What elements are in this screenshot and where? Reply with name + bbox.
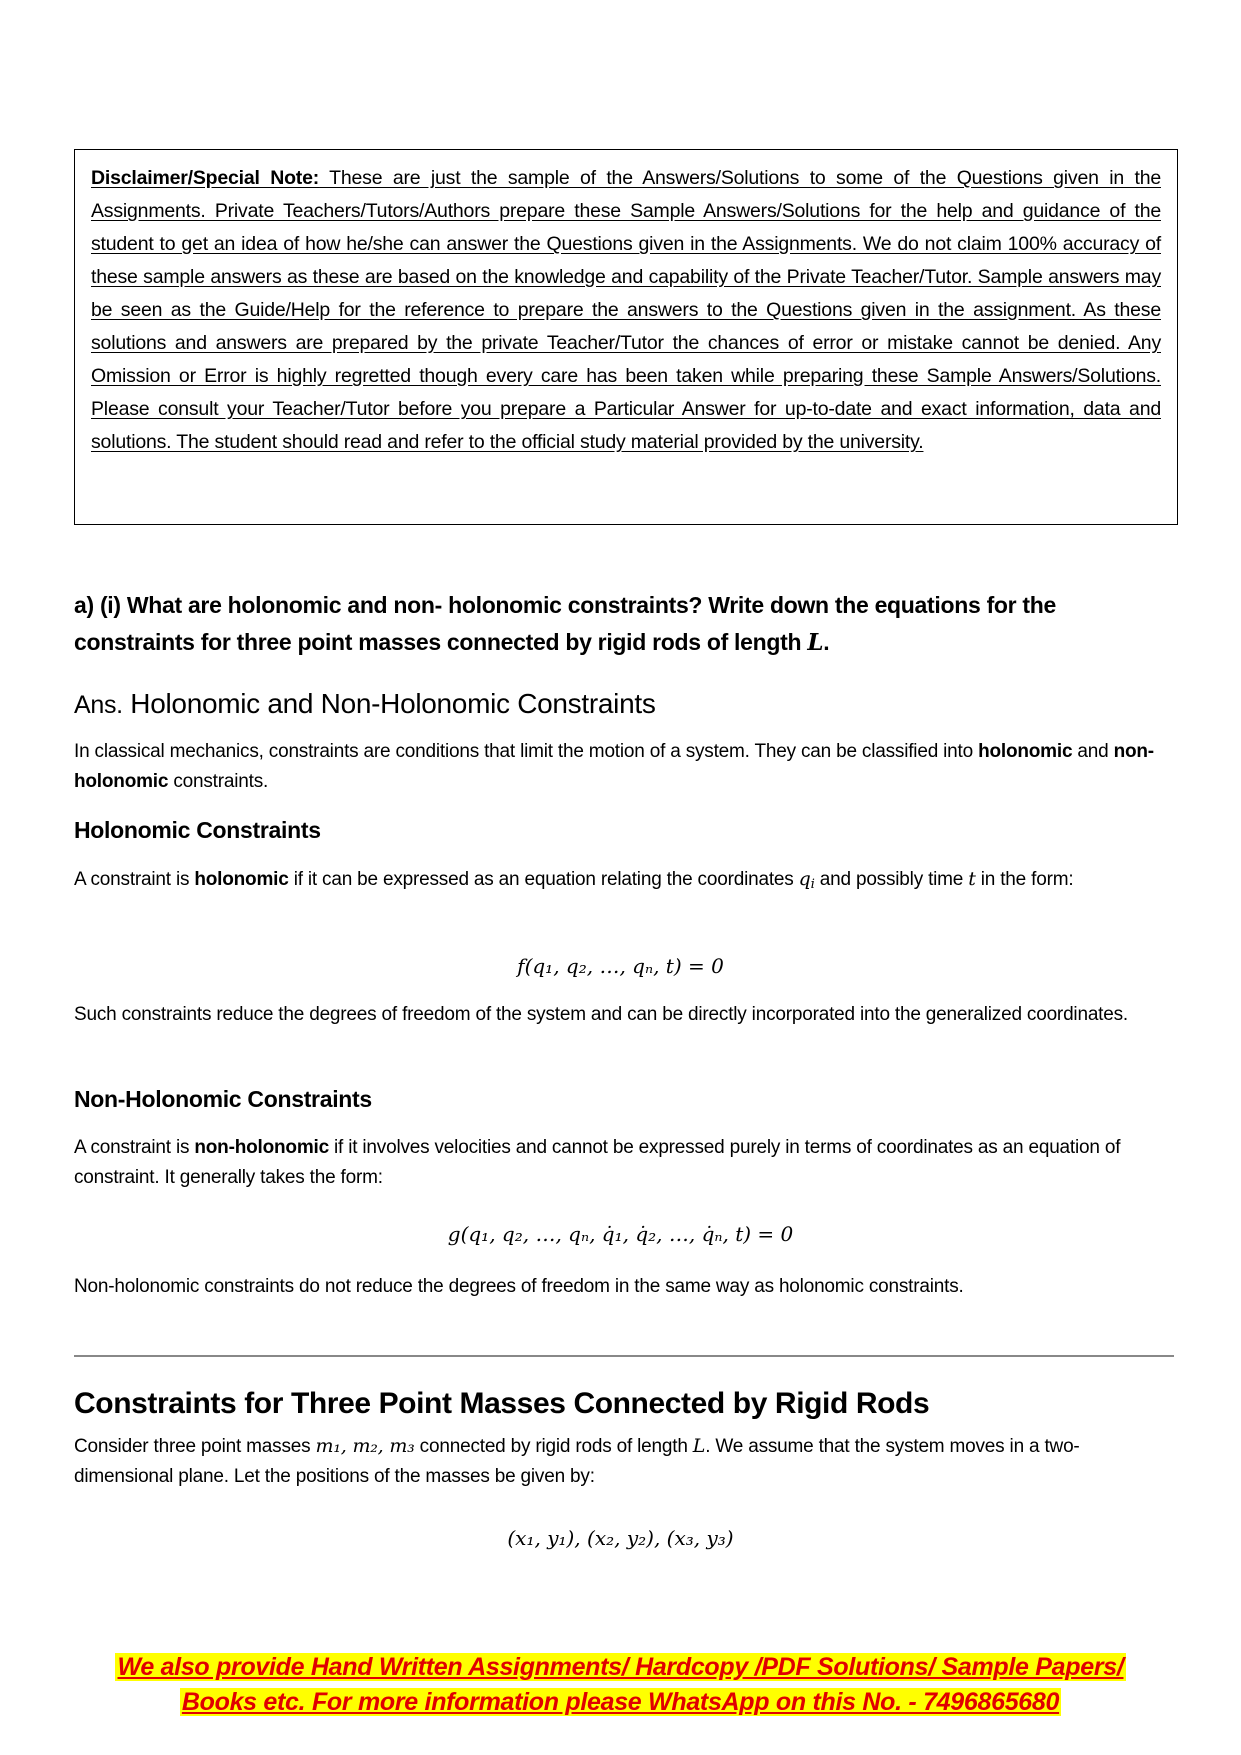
holonomic-bold: holonomic (194, 869, 289, 890)
nonholonomic-bold: non-holonomic (194, 1137, 329, 1158)
question-text: a) (i) What are holonomic and non- holonomic constraints? Write down the equations for the constraints for three point masses connected by rigid rods of length (74, 592, 1057, 655)
holonomic-text-1: A constraint is (74, 869, 195, 890)
nonholonomic-definition (74, 1133, 1174, 1193)
disclaimer-text (91, 162, 1161, 459)
three-masses-text-2: connected by rigid rods of length (414, 1436, 693, 1457)
holonomic-text-3: and possibly time (814, 869, 969, 890)
intro-paragraph (74, 737, 1174, 797)
holonomic-text-2: if it can be expressed as an equation relating the coordinates (288, 869, 799, 890)
var-q-i (799, 868, 815, 890)
question-end: . (823, 629, 830, 655)
holonomic-text-4: in the form: (975, 869, 1074, 890)
var-L: L (692, 1435, 706, 1457)
holonomic-definition (74, 864, 1174, 895)
three-masses-text-3: . We assume that the system moves in a two-dimensional plane. Let the positions of the masses be given by: (74, 1436, 1080, 1487)
answer-prefix: Ans. (74, 691, 123, 719)
var-t: t (968, 868, 976, 890)
intro-text-1: In classical mechanics, constraints are conditions that limit the motion of a system. They can be classified into (74, 741, 979, 762)
three-masses-text-1: Consider three point masses (74, 1436, 316, 1457)
sub-i: i (810, 877, 815, 892)
nonholonomic-equation (0, 1219, 1241, 1249)
disclaimer-label: Disclaimer/Special Note: (91, 167, 320, 189)
positions-equation (0, 1523, 1241, 1553)
positions-equation-text: (x₁, y₁), (x₂, y₂), (x₃, y₃) (507, 1526, 734, 1550)
question-symbol-L: L (807, 629, 824, 656)
disclaimer-box (74, 149, 1178, 525)
question-heading (74, 587, 1174, 661)
intro-text-3: constraints. (168, 771, 269, 792)
answer-title-text: Holonomic and Non-Holonomic Constraints (122, 688, 656, 719)
disclaimer-body: These are just the sample of the Answers/Solutions to some of the Questions given in the Assignments. Private Teachers/Tutors/Authors prepare these Sample Answers/Solutions for the help and guidance of the student to get an idea of how he/she can answer the Questions given in the Assignments. We do not claim 100% accuracy of these sample answers as these are based on the knowledge and capability of the Private Teacher/Tutor. Sample answers may be seen as the Guide/Help for the reference to prepare the answers to the Questions given in the assignment. As these solutions and answers are prepared by the private Teacher/Tutor the chances of error or mistake cannot be denied. Any Omission or Error is highly regretted though every care has been taken while preparing these Sample Answers/Solutions. Please consult your Teacher/Tutor before you prepare a Particular Answer for up-to-date and exact information, data and solutions. The student should read and refer to the official study material provided by the university. (91, 167, 1161, 453)
answer-title (74, 686, 656, 723)
holonomic-equation (0, 951, 1241, 981)
nonholonomic-equation-text: g(q₁, q₂, …, qₙ, q̇₁, q̇₂, …, q̇ₙ, t) = 0 (447, 1222, 794, 1246)
holonomic-after: Such constraints reduce the degrees of freedom of the system and can be directly incorporated into the generalized coordinates. (74, 1004, 1129, 1025)
intro-bold-nonholonomic: non-holonomic (74, 741, 1154, 792)
holonomic-heading: Holonomic Constraints (74, 817, 321, 843)
intro-bold-holonomic: holonomic (978, 741, 1073, 762)
nonholonomic-heading: Non-Holonomic Constraints (74, 1086, 372, 1112)
var-q: q (798, 868, 811, 890)
intro-text-2: and (1072, 741, 1114, 762)
nonholonomic-text-2: if it involves velocities and cannot be expressed purely in terms of coordinates as an equation of constraint. It generally takes the form: (74, 1137, 1121, 1188)
promo-line-1: We also provide Hand Written Assignments/ Hardcopy /PDF Solutions/ Sample Papers/ (117, 1653, 1124, 1681)
holonomic-equation-text: f(q₁, q₂, …, qₙ, t) = 0 (517, 954, 724, 978)
promo-banner (0, 1650, 1241, 1720)
masses-symbols: m₁, m₂, m₃ (315, 1435, 415, 1457)
nonholonomic-text-1: A constraint is (74, 1137, 195, 1158)
horizontal-divider (74, 1355, 1174, 1357)
three-masses-paragraph (74, 1431, 1174, 1492)
nonholonomic-after: Non-holonomic constraints do not reduce the degrees of freedom in the same way as holonomic constraints. (74, 1276, 964, 1297)
promo-line-2: Books etc. For more information please WhatsApp on this No. - 7496865680 (181, 1688, 1060, 1716)
three-masses-heading: Constraints for Three Point Masses Connected by Rigid Rods (74, 1387, 930, 1420)
